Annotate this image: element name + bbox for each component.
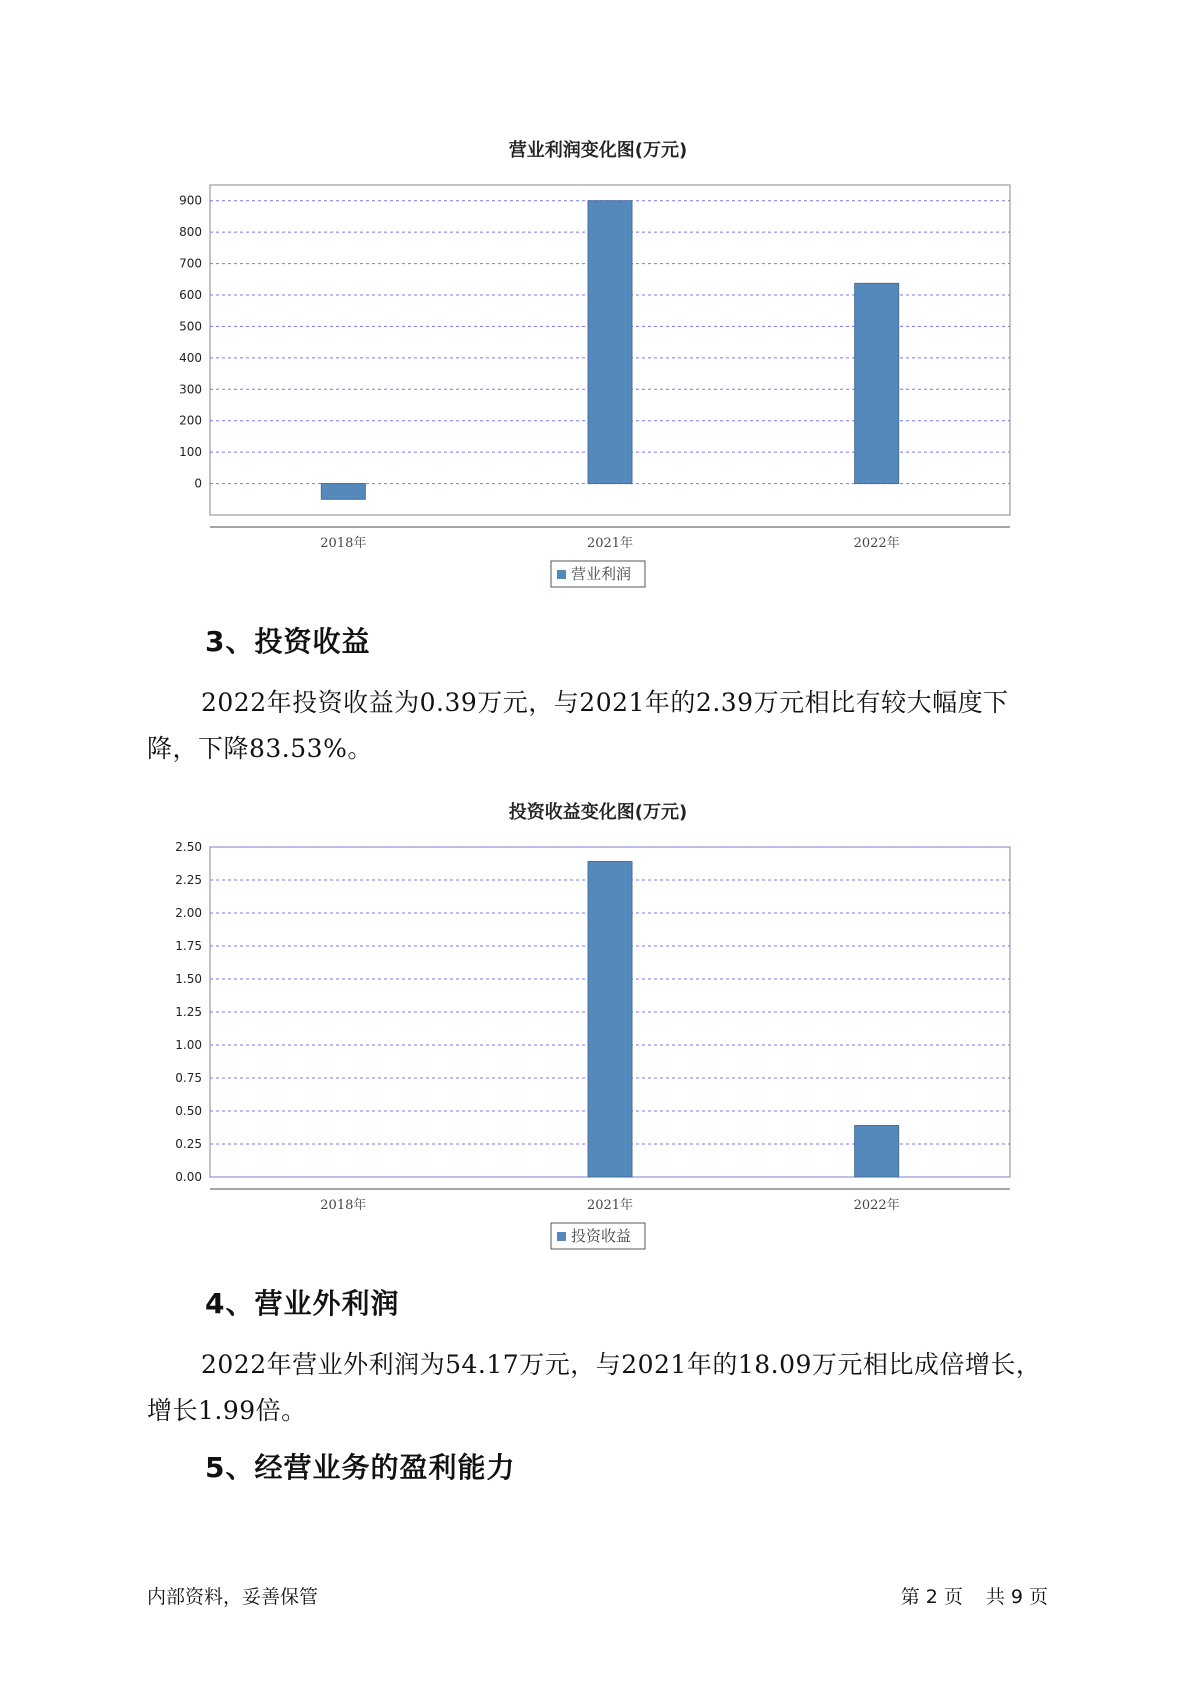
page-total: 9 [1010, 1586, 1023, 1608]
chart-title: 营业利润变化图(万元) [508, 140, 688, 161]
legend-swatch [557, 570, 566, 579]
total-label-b: 页 [1028, 1586, 1048, 1608]
investment-income-chart-svg [0, 792, 1191, 1252]
legend-label: 营业利润 [571, 565, 632, 583]
footer-page-number [898, 1582, 1051, 1609]
chart-title: 投资收益变化图(万元) [508, 802, 688, 823]
y-tick-label: 2.00 [175, 906, 202, 920]
page-current: 2 [925, 1586, 938, 1608]
operating-profit-chart-svg [0, 130, 1191, 590]
y-tick-label: 700 [179, 256, 202, 271]
x-tick-label: 2022年 [853, 1198, 900, 1213]
y-tick-label: 1.25 [175, 1005, 202, 1019]
section-4-heading: 4、营业外利润 [205, 1287, 400, 1320]
y-tick-label: 0.50 [175, 1104, 202, 1118]
investment-income-chart [0, 792, 1191, 1252]
y-tick-label: 1.00 [175, 1038, 202, 1052]
y-tick-label: 0.00 [175, 1170, 202, 1184]
section-3-heading: 3、投资收益 [205, 625, 371, 658]
bar-2018年 [321, 484, 365, 500]
y-tick-label: 500 [179, 319, 202, 334]
y-tick-label: 400 [179, 350, 202, 365]
bar-2022年 [855, 283, 899, 483]
total-label-a: 共 [985, 1586, 1005, 1608]
operating-profit-chart [0, 130, 1191, 590]
bar-2021年 [588, 201, 632, 484]
legend-swatch [557, 1232, 566, 1241]
page-label-a: 第 [900, 1586, 920, 1608]
y-tick-label: 0.75 [175, 1071, 202, 1085]
section-5-heading: 5、经营业务的盈利能力 [205, 1451, 516, 1484]
section-3-paragraph: 2022年投资收益为0.39万元，与2021年的2.39万元相比有较大幅度下降，下降83.53%。 [147, 688, 1009, 763]
page-label-b: 页 [943, 1586, 963, 1608]
y-tick-label: 800 [179, 225, 202, 240]
x-tick-label: 2021年 [586, 536, 634, 551]
y-tick-label: 1.50 [175, 972, 202, 986]
y-tick-label: 2.50 [175, 840, 202, 854]
y-tick-label: 0.25 [175, 1137, 202, 1151]
y-tick-label: 900 [179, 193, 202, 208]
x-tick-label: 2022年 [853, 536, 900, 551]
x-tick-label: 2018年 [320, 1198, 367, 1213]
bar-2021年 [588, 862, 632, 1177]
legend-label: 投资收益 [571, 1227, 632, 1245]
section-4-paragraph: 2022年营业外利润为54.17万元，与2021年的18.09万元相比成倍增长，增长1.99倍。 [147, 1350, 1042, 1425]
footer-confidential-note: 内部资料，妥善保管 [147, 1586, 319, 1608]
y-tick-label: 100 [179, 445, 202, 460]
y-tick-label: 600 [179, 288, 202, 302]
y-tick-label: 200 [179, 413, 202, 428]
y-tick-label: 2.25 [175, 873, 202, 887]
y-tick-label: 1.75 [175, 939, 202, 953]
x-tick-label: 2021年 [586, 1198, 634, 1213]
y-tick-label: 0 [194, 476, 202, 491]
y-tick-label: 300 [179, 382, 202, 397]
bar-2022年 [855, 1126, 899, 1177]
x-tick-label: 2018年 [320, 536, 367, 551]
